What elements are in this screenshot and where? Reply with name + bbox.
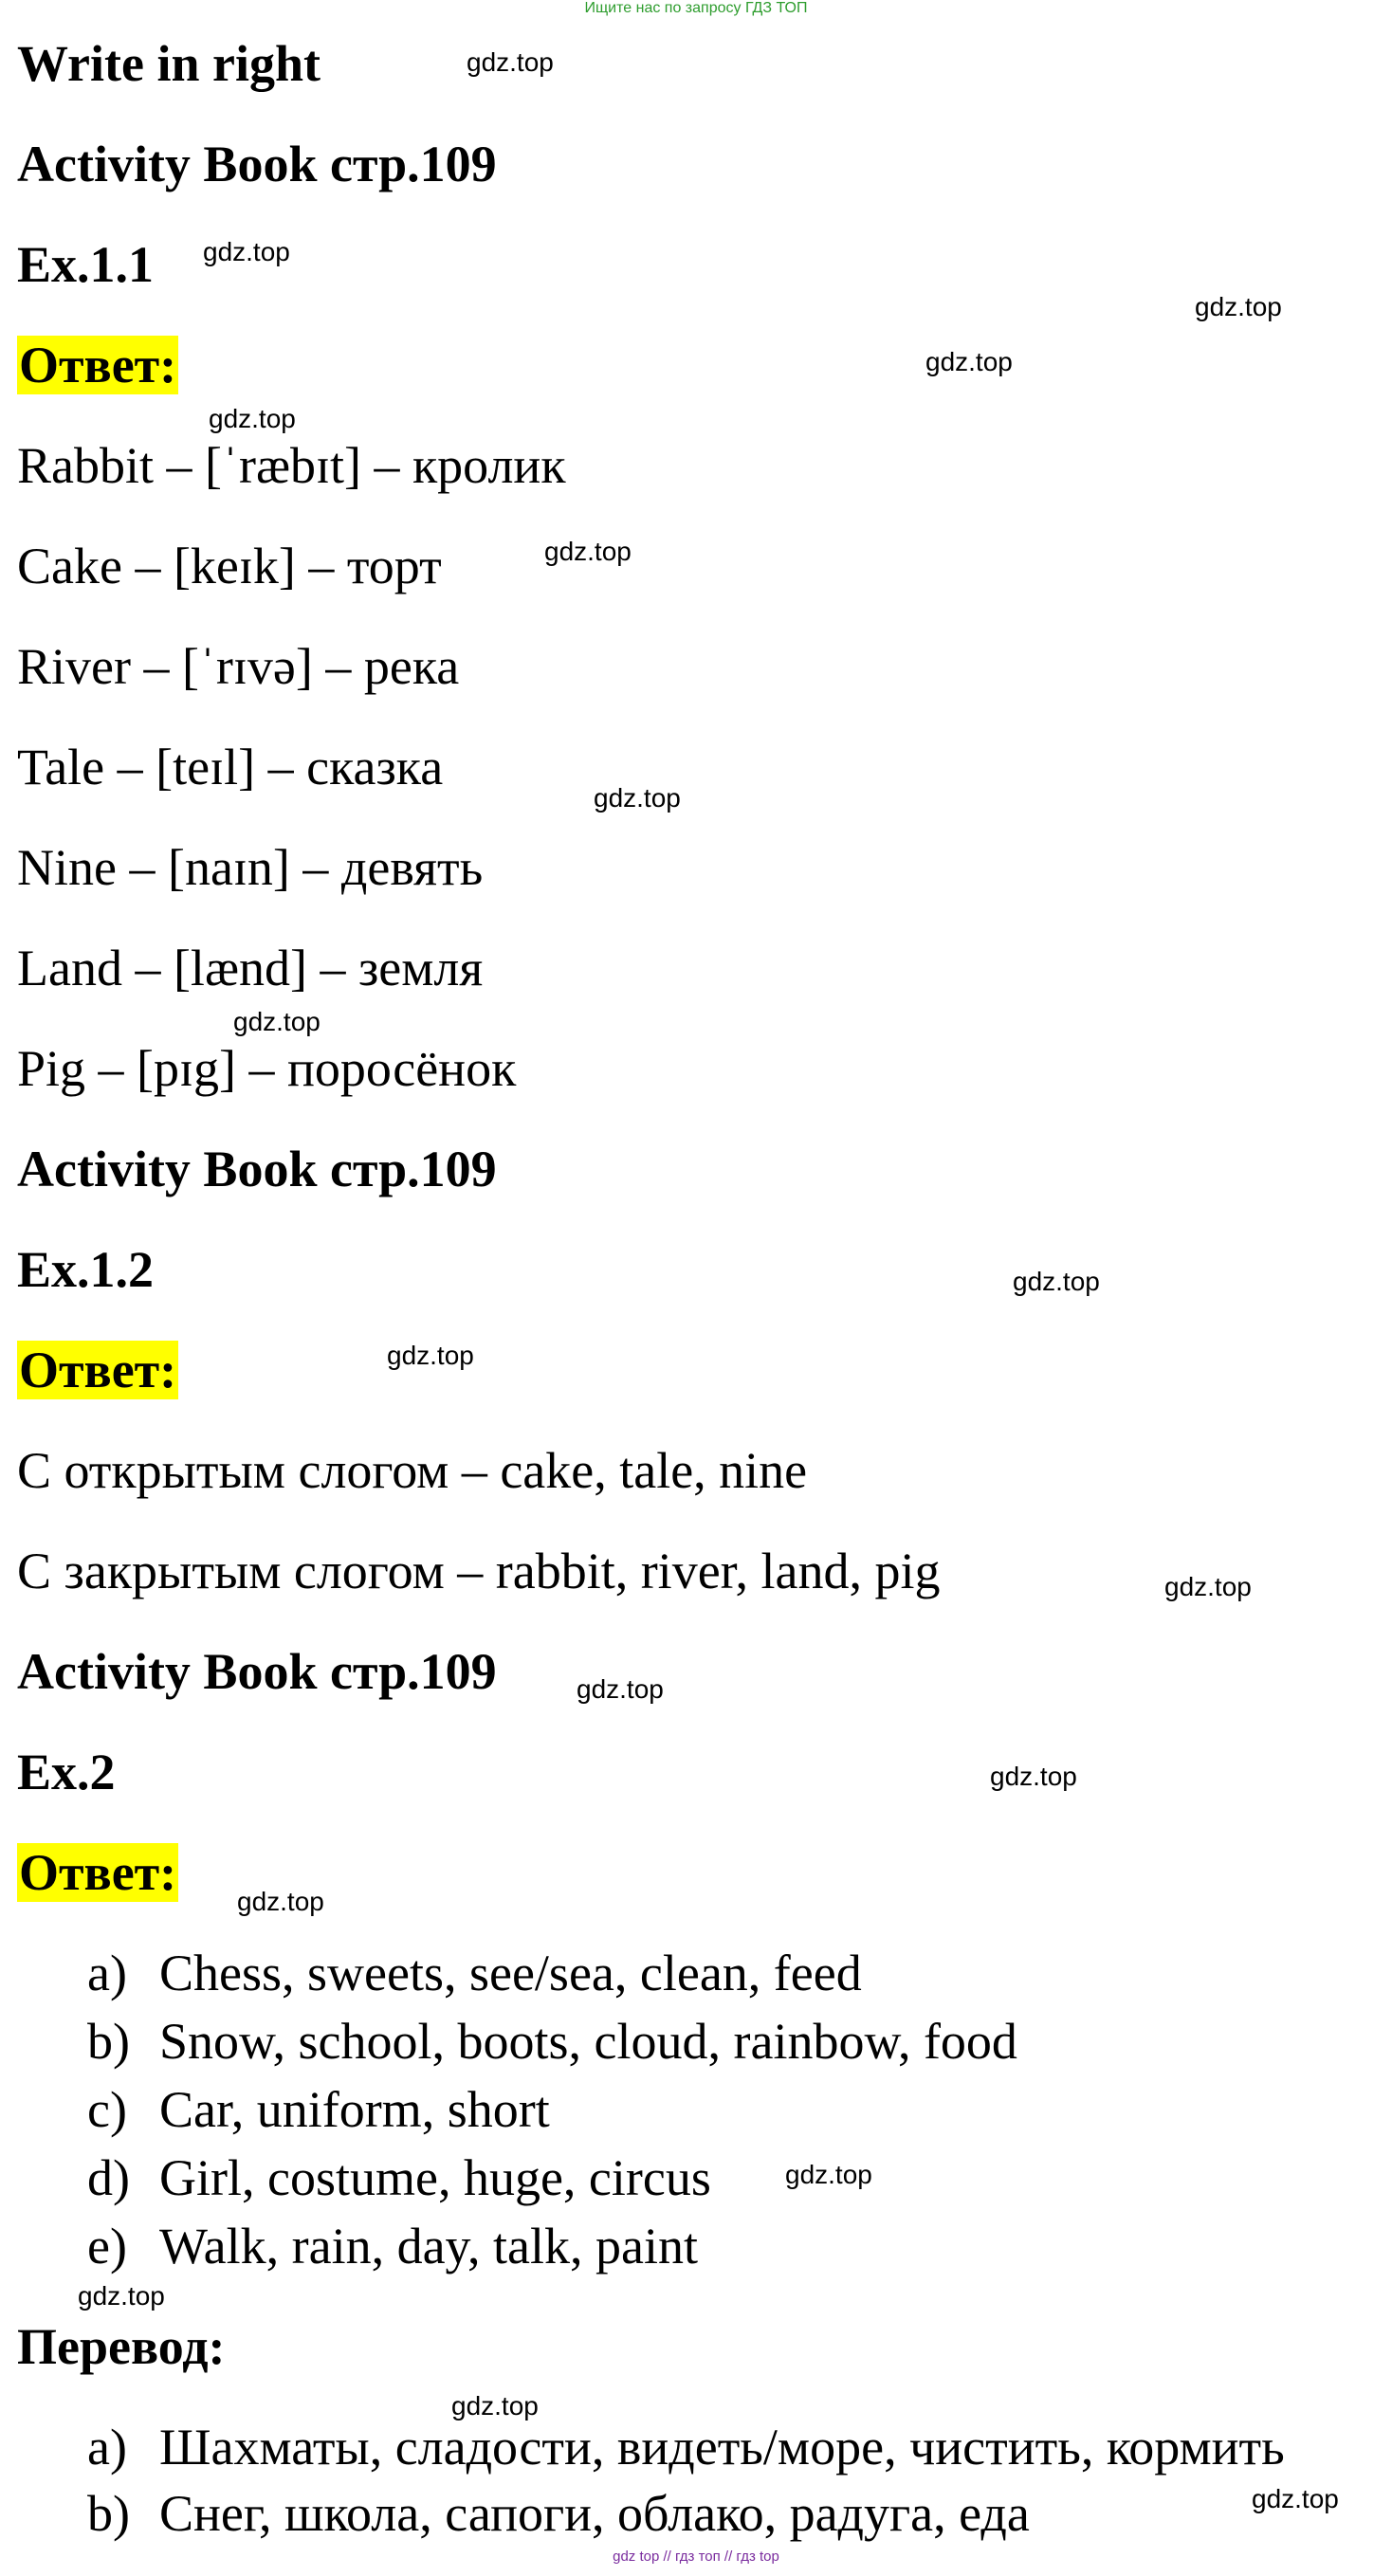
watermark: gdz.top <box>387 1341 474 1370</box>
list-marker: a) <box>87 1945 127 2001</box>
list-marker: e) <box>87 2218 127 2275</box>
watermark: gdz.top <box>451 2391 539 2421</box>
list-item-text: Walk, rain, day, talk, paint <box>159 2218 698 2275</box>
list-item-text: Snow, school, boots, cloud, rainbow, food <box>159 2013 1017 2070</box>
footer: gdz top // гдз топ // гдз top <box>613 2549 779 2565</box>
list-item-text: Car, uniform, short <box>159 2081 550 2138</box>
top-banner: Ищите нас по запросу ГДЗ ТОП <box>584 0 808 16</box>
word-line: Pig – [pɪg] – поросёнок <box>17 1040 517 1097</box>
section-3-answer-label: Ответ: <box>19 1844 177 1901</box>
syllable-line: С открытым слогом – cake, tale, nine <box>17 1442 808 1499</box>
word-line: Rabbit – [ˈræbɪt] – кролик <box>17 437 566 494</box>
watermark: gdz.top <box>785 2160 872 2189</box>
list-marker: b) <box>87 2485 130 2542</box>
list-item <box>87 2012 1017 2071</box>
list-marker: d) <box>87 2149 130 2206</box>
section-1-answer-label: Ответ: <box>19 337 177 393</box>
watermark: gdz.top <box>577 1674 664 1704</box>
watermark: gdz.top <box>925 347 1013 376</box>
word-line: Cake – [keɪk] – торт <box>17 538 442 594</box>
watermark: gdz.top <box>237 1887 324 1916</box>
word-line: Tale – [teɪl] – сказка <box>17 739 444 795</box>
watermark: gdz.top <box>209 404 296 433</box>
syllable-line: С закрытым слогом – rabbit, river, land, pig <box>17 1543 941 1599</box>
watermark: gdz.top <box>594 783 681 813</box>
section-1-heading: Activity Book стр.109 <box>17 136 497 192</box>
section-2-answer-label: Ответ: <box>19 1342 177 1398</box>
word-line: Nine – [naɪn] – девять <box>17 839 484 896</box>
watermark: gdz.top <box>544 537 632 566</box>
list-item <box>87 2217 698 2275</box>
watermark: gdz.top <box>78 2281 165 2311</box>
watermark: gdz.top <box>467 47 554 77</box>
list-item <box>87 2080 550 2139</box>
translation-heading: Перевод: <box>17 2318 226 2375</box>
watermark: gdz.top <box>1164 1572 1252 1601</box>
list-item-text: Снег, школа, сапоги, облако, радуга, еда <box>159 2485 1030 2542</box>
list-marker: c) <box>87 2081 127 2138</box>
translation-item <box>87 2418 1285 2476</box>
watermark: gdz.top <box>203 237 290 266</box>
watermark: gdz.top <box>1195 292 1282 321</box>
page-title: Write in right <box>17 35 321 92</box>
section-3-heading: Activity Book стр.109 <box>17 1643 497 1700</box>
word-line: Land – [lænd] – земля <box>17 940 484 996</box>
section-1-exercise: Ex.1.1 <box>17 236 155 293</box>
word-line: River – [ˈrɪvə] – река <box>17 638 460 695</box>
list-item <box>87 1944 862 2002</box>
watermark: gdz.top <box>1013 1267 1100 1296</box>
watermark: gdz.top <box>1252 2484 1339 2513</box>
list-item-text: Шахматы, сладости, видеть/море, чистить, кормить <box>159 2419 1285 2476</box>
section-2-heading: Activity Book стр.109 <box>17 1141 497 1197</box>
watermark: gdz.top <box>990 1762 1077 1791</box>
watermark: gdz.top <box>233 1007 321 1036</box>
list-item <box>87 2148 711 2207</box>
translation-item <box>87 2484 1030 2543</box>
list-item-text: Chess, sweets, see/sea, clean, feed <box>159 1945 862 2001</box>
list-marker: b) <box>87 2013 130 2070</box>
section-3-exercise: Ex.2 <box>17 1744 116 1800</box>
list-marker: a) <box>87 2419 127 2476</box>
section-2-exercise: Ex.1.2 <box>17 1241 155 1298</box>
list-item-text: Girl, costume, huge, circus <box>159 2149 711 2206</box>
